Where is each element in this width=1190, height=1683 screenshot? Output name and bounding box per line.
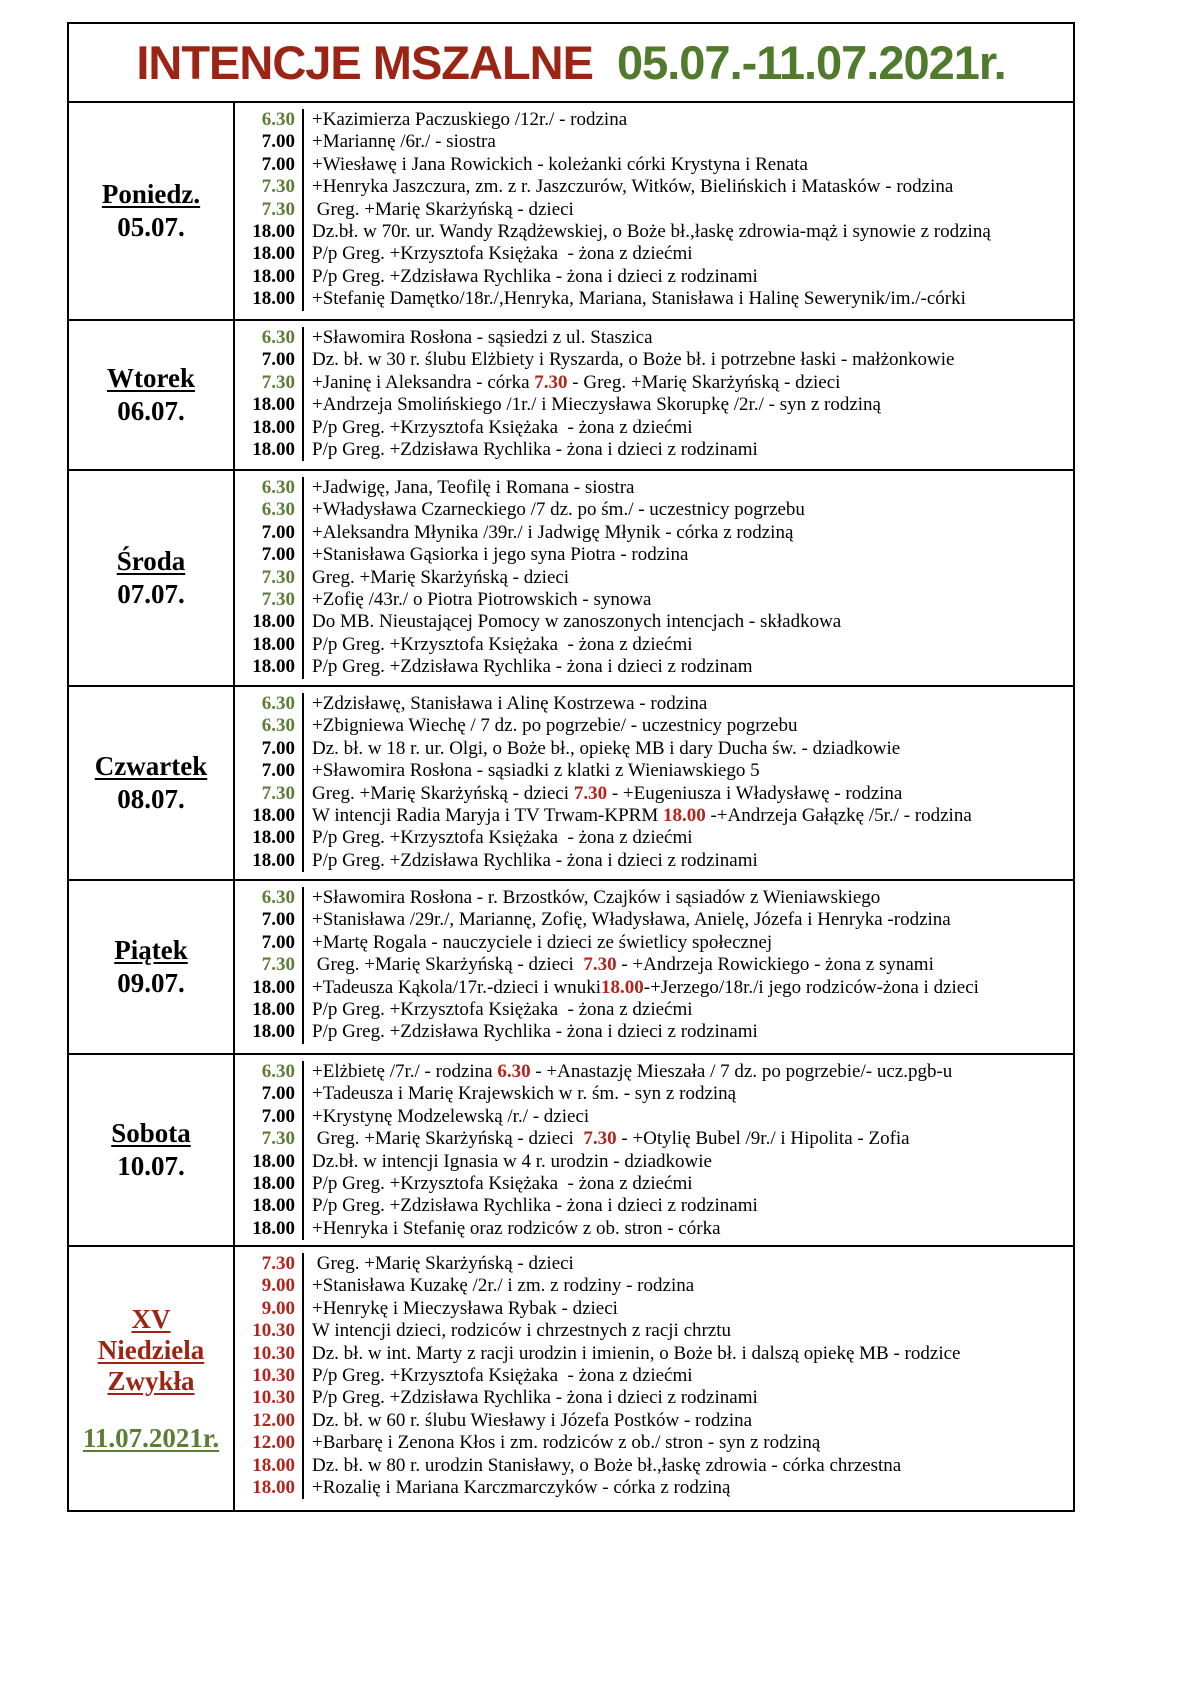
mass-time: 18.00 xyxy=(235,1218,304,1240)
intention-row xyxy=(235,827,1073,849)
intention-part: +Henrykę i Mieczysława Rybak - dzieci xyxy=(312,1297,618,1319)
intention-text xyxy=(312,109,627,131)
intention-text xyxy=(312,805,972,827)
intention-text xyxy=(312,266,758,288)
mass-time: 7.30 xyxy=(235,176,304,198)
mass-time: 18.00 xyxy=(235,288,304,310)
mass-time: 7.00 xyxy=(235,1106,304,1128)
intention-part: +Jadwigę, Jana, Teofilę i Romana - siostra xyxy=(312,477,635,498)
intention-text xyxy=(312,715,797,737)
intention-row xyxy=(235,738,1073,760)
mass-time: 18.00 xyxy=(235,805,304,827)
intention-row xyxy=(235,1106,1073,1128)
intention-part: +Stanisława Gąsiorka i jego syna Piotra - rodzina xyxy=(312,544,689,566)
intention-text xyxy=(312,954,934,976)
intention-part: +Zbigniewa Wiechę / 7 dz. po pogrzebie/ - uczestnicy pogrzebu xyxy=(312,715,798,737)
intention-text xyxy=(312,1151,712,1173)
intention-text xyxy=(312,1173,693,1195)
intention-text xyxy=(312,656,752,678)
day-section xyxy=(69,687,1073,881)
intention-text xyxy=(312,611,841,633)
intention-text xyxy=(312,1083,736,1105)
intentions-list xyxy=(235,687,1073,879)
mass-time: 18.00 xyxy=(235,1477,304,1499)
intention-part: P/p Greg. +Krzysztofa Księżaka - żona z dziećmi xyxy=(312,827,693,849)
intention-part: Do MB. Nieustającej Pomocy w zanoszonych intencjach - składkowa xyxy=(312,611,842,633)
mass-time: 18.00 xyxy=(235,850,304,872)
week-date-range: 05.07.-11.07.2021r. xyxy=(616,36,1006,89)
mass-time: 7.00 xyxy=(235,544,304,566)
day-date: 05.07. xyxy=(117,212,185,242)
intention-row xyxy=(235,850,1073,872)
mass-time: 18.00 xyxy=(235,611,304,633)
day-name: Sobota xyxy=(111,1118,191,1148)
intention-text xyxy=(312,1432,820,1454)
mass-time: 7.30 xyxy=(235,1253,304,1275)
intention-row xyxy=(235,783,1073,805)
intention-row xyxy=(235,1320,1073,1342)
intention-part: +Stanisława /29r./, Mariannę, Zofię, Władysława, Anielę, Józefa i Henryka -rodzina xyxy=(312,909,951,931)
mass-time: 6.30 xyxy=(235,499,304,521)
intention-text xyxy=(312,221,991,243)
intention-part: - +Otylię Bubel /9r./ i Hipolita - Zofia xyxy=(616,1128,910,1150)
intention-text xyxy=(312,1218,721,1240)
intention-row xyxy=(235,131,1073,153)
intention-row xyxy=(235,372,1073,394)
day-date: 11.07.2021r. xyxy=(82,1422,220,1453)
intention-text xyxy=(312,1106,589,1128)
intention-text xyxy=(312,1455,901,1477)
intention-text xyxy=(312,932,772,954)
intention-part: Dz. bł. w 18 r. ur. Olgi, o Boże bł., opiekę MB i dary Ducha św. - dziadkowie xyxy=(312,737,901,759)
intention-part: - +Andrzeja Rowickiego - żona z synami xyxy=(616,954,934,976)
mass-time: 18.00 xyxy=(235,243,304,265)
day-name: Piątek xyxy=(114,935,188,965)
mass-time: 7.00 xyxy=(235,909,304,931)
intention-row xyxy=(235,1128,1073,1150)
intention-part: P/p Greg. +Krzysztofa Księżaka - żona z dziećmi xyxy=(312,243,693,265)
intention-part: P/p Greg. +Zdzisława Rychlika - żona i dzieci z rodzinam xyxy=(312,656,753,678)
mass-time: 6.30 xyxy=(235,887,304,909)
intention-part: Greg. +Marię Skarżyńską - dzieci xyxy=(312,566,570,588)
day-label xyxy=(69,881,235,1053)
mass-time: 18.00 xyxy=(235,999,304,1021)
mass-intentions-table xyxy=(67,22,1075,1512)
mass-time: 7.30 xyxy=(235,199,304,221)
intention-text xyxy=(312,372,840,394)
day-name: Środa xyxy=(116,546,186,576)
intention-part: W intencji Radia Maryja i TV Trwam-KPRM xyxy=(312,804,663,826)
intention-text xyxy=(312,634,693,656)
intention-part: Dz. bł. w 60 r. ślubu Wiesławy i Józefa Postków - rodzina xyxy=(312,1409,753,1431)
intention-row xyxy=(235,954,1073,976)
mass-time: 7.00 xyxy=(235,154,304,176)
intention-text xyxy=(312,1365,693,1387)
mass-time: 18.00 xyxy=(235,977,304,999)
intention-text xyxy=(312,1275,694,1297)
intention-part: Greg. +Marię Skarżyńską - dzieci xyxy=(312,1253,574,1274)
intention-text xyxy=(312,1128,910,1150)
intention-text xyxy=(312,1477,730,1499)
extra-mass-time: 7.30 xyxy=(534,371,568,393)
mass-time: 6.30 xyxy=(235,715,304,737)
mass-time: 18.00 xyxy=(235,1021,304,1043)
mass-time: 6.30 xyxy=(235,693,304,715)
day-name: XV xyxy=(131,1303,171,1334)
intention-part: +Henryka Jaszczura, zm. z r. Jaszczurów, Witków, Bielińskich i Matasków - rodzina xyxy=(312,176,954,198)
intention-text xyxy=(312,243,693,265)
mass-time: 10.30 xyxy=(235,1320,304,1342)
intention-part: +Wiesławę i Jana Rowickich - koleżanki córki Krystyna i Renata xyxy=(312,153,808,175)
mass-time: 7.00 xyxy=(235,760,304,782)
intention-part: W intencji dzieci, rodziców i chrzestnych z racji chrztu xyxy=(312,1320,732,1342)
mass-time: 18.00 xyxy=(235,634,304,656)
mass-time: 12.00 xyxy=(235,1432,304,1454)
mass-time: 18.00 xyxy=(235,1455,304,1477)
intention-row xyxy=(235,567,1073,589)
intention-part: P/p Greg. +Zdzisława Rychlika - żona i dzieci z rodzinami xyxy=(312,1021,758,1043)
intention-part: P/p Greg. +Krzysztofa Księżaka - żona z dziećmi xyxy=(312,1364,693,1386)
mass-time: 18.00 xyxy=(235,1151,304,1173)
intention-row xyxy=(235,634,1073,656)
intention-row xyxy=(235,1218,1073,1240)
mass-time: 18.00 xyxy=(235,266,304,288)
intention-row xyxy=(235,1061,1073,1083)
intention-part: P/p Greg. +Zdzisława Rychlika - żona i dzieci z rodzinami xyxy=(312,1195,758,1217)
intention-text xyxy=(312,1195,758,1217)
intention-row xyxy=(235,477,1073,499)
intention-part: Greg. +Marię Skarżyńską - dzieci xyxy=(312,782,574,804)
intention-text xyxy=(312,1253,574,1275)
intention-row xyxy=(235,349,1073,371)
intentions-list xyxy=(235,103,1073,319)
day-date: 10.07. xyxy=(117,1151,185,1181)
intention-text xyxy=(312,176,953,198)
intention-part: +Barbarę i Zenona Kłos i zm. rodziców z ob./ stron - syn z rodziną xyxy=(312,1432,821,1454)
intention-part: P/p Greg. +Krzysztofa Księżaka - żona z dziećmi xyxy=(312,633,693,655)
intention-row xyxy=(235,522,1073,544)
intentions-list xyxy=(235,321,1073,469)
intention-part: Dz. bł. w 80 r. urodzin Stanisławy, o Boże bł.,łaskę zdrowia - córka chrzestna xyxy=(312,1454,902,1476)
intention-part: Greg. +Marię Skarżyńską - dzieci xyxy=(312,954,584,976)
intention-row xyxy=(235,1298,1073,1320)
intention-part: Greg. +Marię Skarżyńską - dzieci xyxy=(312,1128,584,1150)
intention-part: +Tadeusza i Marię Krajewskich w r. śm. - syn z rodziną xyxy=(312,1083,737,1105)
intentions-list xyxy=(235,471,1073,685)
day-label xyxy=(69,321,235,469)
intention-part: Dz.bł. w 70r. ur. Wandy Rządżewskiej, o Boże bł.,łaskę zdrowia-mąż i synowie z rodziną xyxy=(312,220,991,242)
mass-time: 9.00 xyxy=(235,1298,304,1320)
mass-time: 6.30 xyxy=(235,109,304,131)
intention-row xyxy=(235,394,1073,416)
mass-time: 9.00 xyxy=(235,1275,304,1297)
intention-text xyxy=(312,288,966,310)
intention-text xyxy=(312,131,496,153)
day-section-sunday xyxy=(69,1247,1073,1510)
extra-mass-time: 7.30 xyxy=(583,1128,617,1150)
extra-mass-time: 18.00 xyxy=(601,976,644,998)
mass-time: 7.00 xyxy=(235,738,304,760)
title-row xyxy=(69,24,1073,103)
intention-row xyxy=(235,1151,1073,1173)
intention-row xyxy=(235,999,1073,1021)
intention-part: P/p Greg. +Zdzisława Rychlika - żona i dzieci z rodzinami xyxy=(312,265,758,287)
intention-row xyxy=(235,1275,1073,1297)
intention-part: +Sławomira Rosłona - r. Brzostków, Czajków i sąsiadów z Wieniawskiego xyxy=(312,887,881,908)
intention-text xyxy=(312,1387,758,1409)
intention-part: P/p Greg. +Krzysztofa Księżaka - żona z dziećmi xyxy=(312,416,693,438)
mass-time: 7.30 xyxy=(235,1128,304,1150)
intention-part: P/p Greg. +Zdzisława Rychlika - żona i dzieci z rodzinami xyxy=(312,1387,758,1409)
intention-part: - +Anastazję Mieszała / 7 dz. po pogrzebie/- ucz.pgb-u xyxy=(530,1061,953,1082)
intention-text xyxy=(312,1343,960,1365)
intention-part: +Stanisława Kuzakę /2r./ i zm. z rodziny - rodzina xyxy=(312,1275,695,1297)
intention-row xyxy=(235,1343,1073,1365)
mass-time: 7.00 xyxy=(235,1083,304,1105)
mass-time: 10.30 xyxy=(235,1365,304,1387)
day-name: Zwykła xyxy=(107,1365,195,1396)
intention-row xyxy=(235,1455,1073,1477)
intention-row xyxy=(235,977,1073,999)
intention-row xyxy=(235,221,1073,243)
intention-row xyxy=(235,1195,1073,1217)
day-name: Wtorek xyxy=(107,363,195,393)
intention-part: +Andrzeja Smolińskiego /1r./ i Mieczysława Skorupkę /2r./ - syn z rodziną xyxy=(312,394,881,416)
day-label xyxy=(69,1055,235,1245)
mass-time: 18.00 xyxy=(235,1173,304,1195)
day-date: 08.07. xyxy=(117,784,185,814)
intention-text xyxy=(312,199,574,221)
intention-row xyxy=(235,1021,1073,1043)
intention-row xyxy=(235,266,1073,288)
mass-time: 6.30 xyxy=(235,1061,304,1083)
intention-row xyxy=(235,1173,1073,1195)
intention-text xyxy=(312,567,569,589)
intention-text xyxy=(312,909,951,931)
mass-time: 18.00 xyxy=(235,439,304,461)
intention-text xyxy=(312,349,954,371)
mass-time: 18.00 xyxy=(235,1195,304,1217)
intention-part: P/p Greg. +Krzysztofa Księżaka - żona z dziećmi xyxy=(312,1172,693,1194)
mass-time: 7.00 xyxy=(235,131,304,153)
mass-time: 7.00 xyxy=(235,932,304,954)
extra-mass-time: 7.30 xyxy=(583,954,617,976)
intention-part: +Tadeusza Kąkola/17r.-dzieci i wnuki xyxy=(312,976,602,998)
day-section xyxy=(69,471,1073,687)
intention-row xyxy=(235,199,1073,221)
intention-text xyxy=(312,887,880,909)
intention-row xyxy=(235,1365,1073,1387)
extra-mass-time: 18.00 xyxy=(662,804,706,826)
mass-time: 18.00 xyxy=(235,656,304,678)
intentions-list xyxy=(235,1247,1073,1510)
intention-part: +Elżbietę /7r./ - rodzina xyxy=(312,1061,498,1082)
intention-text xyxy=(312,417,693,439)
intention-row xyxy=(235,544,1073,566)
days-container xyxy=(69,103,1073,1510)
intention-part: +Zofię /43r./ o Piotra Piotrowskich - synowa xyxy=(312,588,652,610)
intention-text xyxy=(312,738,900,760)
day-date: 09.07. xyxy=(117,968,185,998)
day-name: Poniedz. xyxy=(101,179,201,209)
intention-row xyxy=(235,439,1073,461)
intention-row xyxy=(235,589,1073,611)
intention-row xyxy=(235,1253,1073,1275)
page-title: INTENCJE MSZALNE xyxy=(136,36,593,89)
mass-time: 7.00 xyxy=(235,349,304,371)
intention-row xyxy=(235,909,1073,931)
intention-part: Dz. bł. w int. Marty z racji urodzin i imienin, o Boże bł. i dalszą opiekę MB - rodzice xyxy=(312,1342,961,1364)
intention-part: +Stefanię Damętko/18r./,Henryka, Mariana, Stanisława i Halinę Sewerynik/im./-córki xyxy=(312,288,966,310)
intention-text xyxy=(312,760,760,782)
mass-time: 7.30 xyxy=(235,372,304,394)
intention-part: +Mariannę /6r./ - siostra xyxy=(312,131,496,153)
day-section xyxy=(69,103,1073,321)
intention-text xyxy=(312,1061,952,1083)
intentions-list xyxy=(235,1055,1073,1245)
day-section xyxy=(69,1055,1073,1247)
intention-text xyxy=(312,1298,618,1320)
day-date: 06.07. xyxy=(117,396,185,426)
intention-row xyxy=(235,932,1073,954)
intention-part: +Henryka i Stefanię oraz rodziców z ob. stron - córka xyxy=(312,1217,721,1239)
extra-mass-time: 6.30 xyxy=(497,1061,531,1082)
intention-part: +Rozalię i Mariana Karczmarczyków - córka z rodziną xyxy=(312,1476,731,1498)
intention-text xyxy=(312,783,902,805)
intention-row xyxy=(235,109,1073,131)
mass-time: 18.00 xyxy=(235,417,304,439)
day-label xyxy=(69,103,235,319)
intention-text xyxy=(312,544,688,566)
intention-text xyxy=(312,827,693,849)
mass-time: 10.30 xyxy=(235,1387,304,1409)
mass-time: 18.00 xyxy=(235,221,304,243)
mass-time: 7.30 xyxy=(235,567,304,589)
extra-mass-time: 7.30 xyxy=(573,782,608,804)
day-section xyxy=(69,881,1073,1055)
intention-row xyxy=(235,176,1073,198)
day-label xyxy=(69,1247,235,1510)
day-name: Niedziela xyxy=(97,1334,205,1365)
intention-text xyxy=(312,1320,731,1342)
intention-part: +Janinę i Aleksandra - córka xyxy=(312,371,535,393)
intention-row xyxy=(235,760,1073,782)
intention-part: -+Andrzeja Gałązkę /5r./ - rodzina xyxy=(705,804,972,826)
mass-time: 7.30 xyxy=(235,954,304,976)
mass-time: 12.00 xyxy=(235,1410,304,1432)
intention-row xyxy=(235,693,1073,715)
intention-row xyxy=(235,656,1073,678)
intention-part: +Aleksandra Młynika /39r./ i Jadwigę Młynik - córka z rodziną xyxy=(312,521,794,543)
intention-part: -+Jerzego/18r./i jego rodziców-żona i dzieci xyxy=(643,976,979,998)
intention-text xyxy=(312,499,805,521)
intention-part: P/p Greg. +Zdzisława Rychlika - żona i dzieci z rodzinami xyxy=(312,849,758,871)
mass-time: 7.00 xyxy=(235,522,304,544)
intention-part: - +Eugeniusza i Władysławę - rodzina xyxy=(607,782,903,804)
intention-part: Dz. bł. w 30 r. ślubu Elżbiety i Ryszarda, o Boże bł. i potrzebne łaski - małżonkowie xyxy=(312,349,955,371)
intention-row xyxy=(235,1432,1073,1454)
day-label xyxy=(69,471,235,685)
intention-row xyxy=(235,327,1073,349)
intention-part: +Martę Rogala - nauczyciele i dzieci ze świetlicy społecznej xyxy=(312,931,773,953)
intention-row xyxy=(235,154,1073,176)
intention-row xyxy=(235,288,1073,310)
intention-row xyxy=(235,243,1073,265)
mass-time: 6.30 xyxy=(235,327,304,349)
day-date: 07.07. xyxy=(117,579,185,609)
mass-time: 7.30 xyxy=(235,783,304,805)
intention-text xyxy=(312,394,881,416)
intention-part: +Krystynę Modzelewską /r./ - dzieci xyxy=(312,1105,590,1127)
intention-row xyxy=(235,887,1073,909)
mass-time: 7.30 xyxy=(235,589,304,611)
intention-text xyxy=(312,439,758,461)
day-name: Czwartek xyxy=(94,751,208,781)
intention-text xyxy=(312,522,793,544)
intention-text xyxy=(312,999,693,1021)
mass-time: 18.00 xyxy=(235,827,304,849)
intention-part: +Sławomira Rosłona - sąsiedzi z ul. Staszica xyxy=(312,327,653,348)
intention-row xyxy=(235,499,1073,521)
mass-time: 18.00 xyxy=(235,394,304,416)
intention-text xyxy=(312,154,808,176)
intention-text xyxy=(312,1021,758,1043)
intention-part: +Zdzisławę, Stanisława i Alinę Kostrzewa - rodzina xyxy=(312,693,708,714)
intentions-list xyxy=(235,881,1073,1053)
intention-part: Greg. +Marię Skarżyńską - dzieci xyxy=(312,198,574,220)
day-section xyxy=(69,321,1073,471)
intention-row xyxy=(235,1387,1073,1409)
intention-part: P/p Greg. +Krzysztofa Księżaka - żona z dziećmi xyxy=(312,998,693,1020)
intention-part: - Greg. +Marię Skarżyńską - dzieci xyxy=(567,371,841,393)
intention-part: Dz.bł. w intencji Ignasia w 4 r. urodzin - dziadkowie xyxy=(312,1150,712,1172)
mass-time: 6.30 xyxy=(235,477,304,499)
mass-time: 10.30 xyxy=(235,1343,304,1365)
intention-row xyxy=(235,715,1073,737)
intention-row xyxy=(235,805,1073,827)
intention-text xyxy=(312,477,634,499)
intention-row xyxy=(235,1410,1073,1432)
intention-part: +Władysława Czarneckiego /7 dz. po śm./ - uczestnicy pogrzebu xyxy=(312,499,805,521)
intention-row xyxy=(235,417,1073,439)
intention-row xyxy=(235,1477,1073,1499)
intention-row xyxy=(235,1083,1073,1105)
intention-part: +Sławomira Rosłona - sąsiadki z klatki z Wieniawskiego 5 xyxy=(312,760,760,782)
intention-text xyxy=(312,850,758,872)
intention-part: +Kazimierza Paczuskiego /12r./ - rodzina xyxy=(312,109,628,130)
intention-text xyxy=(312,693,707,715)
intention-text xyxy=(312,977,979,999)
intention-text xyxy=(312,589,652,611)
intention-row xyxy=(235,611,1073,633)
intention-text xyxy=(312,1410,752,1432)
intention-part: P/p Greg. +Zdzisława Rychlika - żona i dzieci z rodzinami xyxy=(312,438,758,460)
intention-text xyxy=(312,327,653,349)
day-label xyxy=(69,687,235,879)
